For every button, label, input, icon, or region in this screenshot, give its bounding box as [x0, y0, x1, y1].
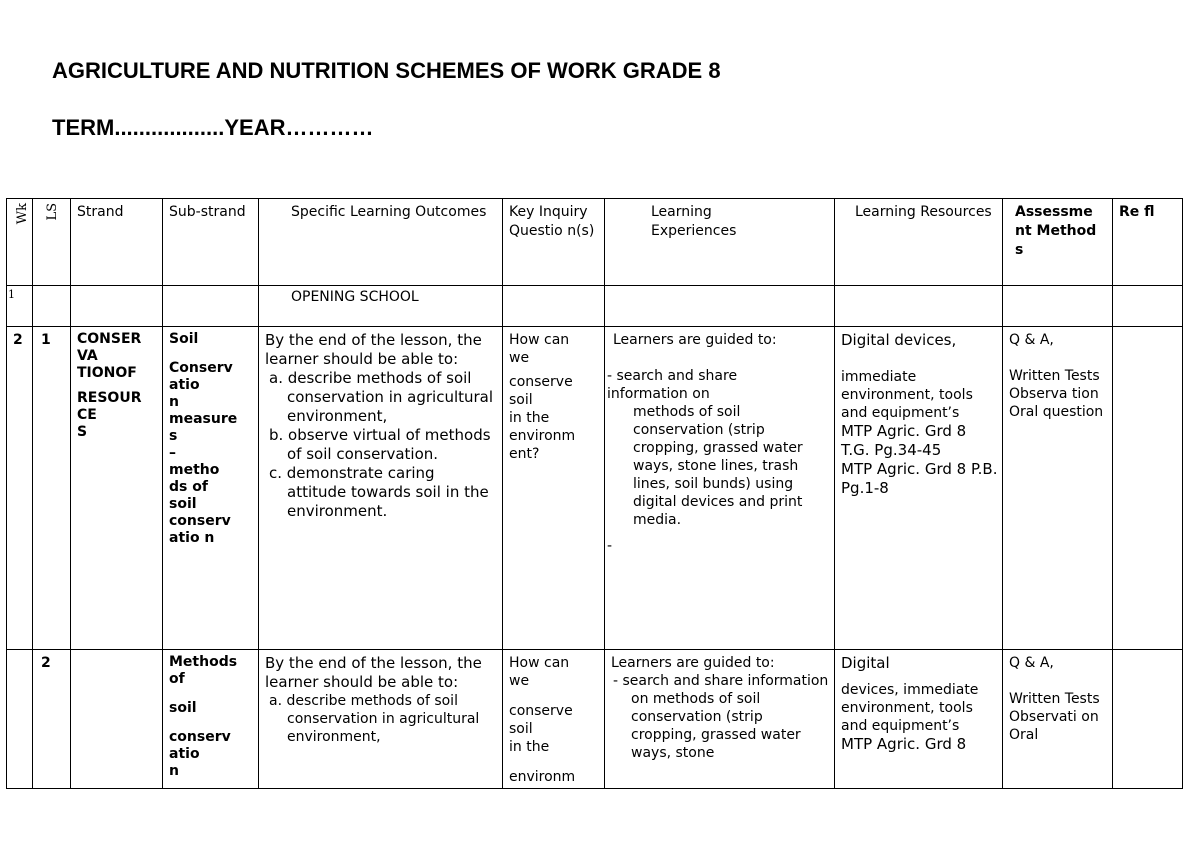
le-cell: Learners are guided to: - search and share information on methods of soil conservation (strip cropping, grassed water ways, stone	[605, 650, 835, 789]
table-row	[7, 286, 1183, 327]
header-slo: Specific Learning Outcomes	[259, 199, 503, 286]
header-le: Learning Experiences	[605, 199, 835, 286]
sub-strand-cell: Methods of soil conserv atio n	[163, 650, 259, 789]
reflection-cell	[1113, 650, 1183, 789]
opening-school-label: OPENING SCHOOL	[259, 286, 503, 327]
kiq-cell: How can we conserve soil in the environm ent?	[503, 327, 605, 650]
table-row	[7, 650, 1183, 789]
lesson-cell: 2	[33, 650, 71, 789]
am-cell: Q & A, Written Tests Observati on Oral	[1003, 650, 1113, 789]
header-row	[7, 199, 1183, 286]
document-title: AGRICULTURE AND NUTRITION SCHEMES OF WORK GRADE 8	[52, 58, 721, 83]
am-cell: Q & A, Written Tests Observa tion Oral question	[1003, 327, 1113, 650]
header-wk: Wk	[15, 203, 30, 225]
header-strand: Strand	[71, 199, 163, 286]
header-ls: LS	[45, 203, 60, 221]
week-cell: 2	[7, 327, 33, 650]
term-year-line: TERM..................YEAR…………	[52, 115, 374, 140]
lr-cell: Digital devices, immediate environment, tools and equipment’s MTP Agric. Grd 8 T.G. Pg.34-45 MTP Agric. Grd 8 P.B. Pg.1-8	[835, 327, 1003, 650]
header-refl: Re fl	[1113, 199, 1183, 286]
lesson-cell: 1	[33, 327, 71, 650]
header-lr: Learning Resources	[835, 199, 1003, 286]
week-cell: 1	[7, 286, 33, 327]
strand-cell	[71, 650, 163, 789]
header-sub-strand: Sub-strand	[163, 199, 259, 286]
slo-cell: By the end of the lesson, the learner should be able to: a. describe methods of soil conservation in agricultural environment,	[259, 650, 503, 789]
table-row	[7, 327, 1183, 650]
sub-strand-cell: Soil Conserv atio n measure s – metho ds of soil conserv atio n	[163, 327, 259, 650]
slo-cell: By the end of the lesson, the learner should be able to: a. describe methods of soil conservation in agricultural environment, b. observe virtual of methods of soil conservation. c. demonstrate caring attitude towards soil in the environment.	[259, 327, 503, 650]
lr-cell: Digital devices, immediate environment, tools and equipment’s MTP Agric. Grd 8	[835, 650, 1003, 789]
strand-cell: CONSER VA TIONOF RESOUR CE S	[71, 327, 163, 650]
le-cell: Learners are guided to: - search and share information on methods of soil conservation (strip cropping, grassed water ways, stone lines, trash lines, soil bunds) using digital devices and print media. -	[605, 327, 835, 650]
schemes-table	[6, 198, 1183, 789]
kiq-cell: How can we conserve soil in the environm	[503, 650, 605, 789]
reflection-cell	[1113, 327, 1183, 650]
header-am: Assessme nt Method s	[1003, 199, 1113, 286]
header-kiq: Key Inquiry Questio n(s)	[503, 199, 605, 286]
